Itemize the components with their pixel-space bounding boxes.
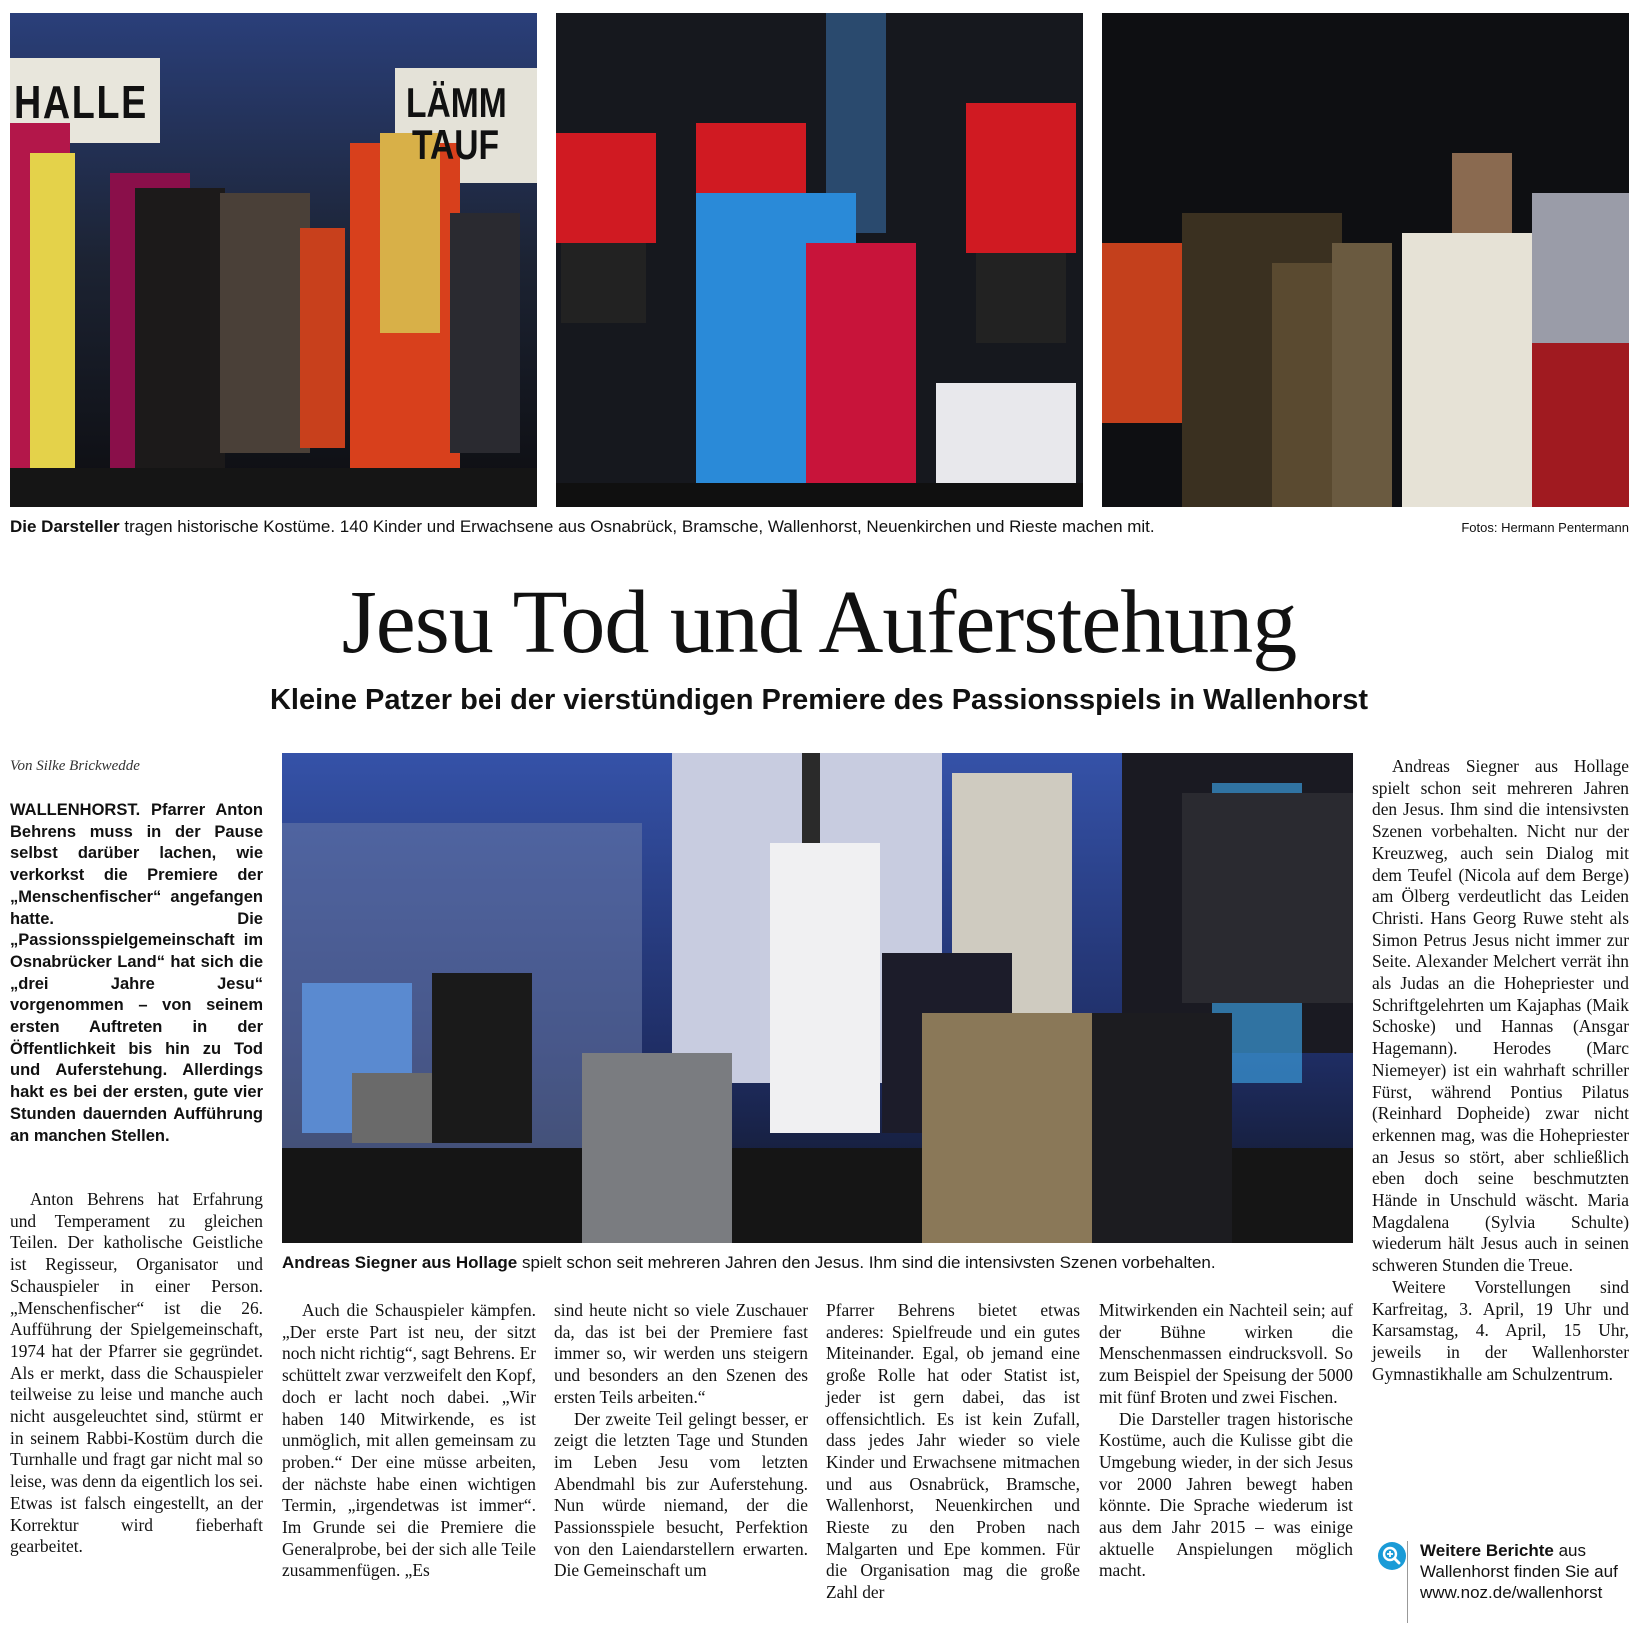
- more-reports-link[interactable]: aus Wallenhorst finden Sie auf www.noz.de/wallenhorst: [1420, 1541, 1618, 1602]
- column-5-text-a: Mitwirkenden ein Nachteil sein; auf der Bühne wirken die Menschenmassen eindrucksvoll. So zum Beispiel der Speisung der 5000 mit fünf Broten und zwei Fischen.: [1099, 1300, 1353, 1407]
- photo-costumes-right: [1102, 13, 1629, 507]
- photo-credit: Fotos: Hermann Pentermann: [1461, 520, 1629, 535]
- column-3-text-a: sind heute nicht so viele Zuschauer da, das ist bei der Premiere fast immer so, wir werden uns steigern und besonders an den Szenen des ersten Teils arbeiten.“: [554, 1300, 808, 1407]
- more-reports-box[interactable]: [1378, 1540, 1628, 1603]
- column-6-text-b: Weitere Vorstellungen sind Karfreitag, 3. April, 19 Uhr und Karsamstag, 4. April, 15 Uhr, jeweils in der Wallenhorster Gymnastikhalle am Schulzentrum.: [1372, 1276, 1629, 1384]
- more-reports-text[interactable]: [1414, 1540, 1628, 1603]
- more-reports-bold: Weitere Berichte: [1420, 1541, 1554, 1560]
- headline: Jesu Tod und Auferstehung: [341, 573, 1297, 672]
- subheadline: Kleine Patzer bei der vierstündigen Premiere des Passionsspiels in Wallenhorst: [269, 684, 1369, 716]
- top-caption-text: tragen historische Kostüme. 140 Kinder und Erwachsene aus Osnabrück, Bramsche, Wallenhorst, Neuenkirchen und Rieste machen mit.: [119, 517, 1155, 536]
- article-column-3: [554, 1300, 808, 1582]
- byline: Von Silke Brickwedde: [10, 758, 140, 774]
- top-caption-bold: Die Darsteller: [10, 517, 120, 536]
- stage-sign-halle: HALLE: [14, 76, 148, 128]
- stage-sign-laemm: LÄMM: [406, 79, 507, 126]
- column-6-text-a: Andreas Siegner aus Hollage spielt schon seit mehreren Jahren den Jesus. Ihm sind die intensivsten Szenen vorbehalten. Nicht nur der Kreuzweg, auch sein Dialog mit dem Teufel (Nicola auf dem Berge) am Ölberg verdeutlicht das Leiden Christi. Hans Georg Ruwe steht als Simon Petrus Jesus nicht immer zur Seite. Alexander Melchert verrät ihn als Judas an die Hohepriester und Schriftgelehrten um Kajaphas (Maik Schoske) und Hannas (Ansgar Hagemann). Herodes (Marc Niemeyer) ist ein wahrhaft schriller Fürst, während Pontius Pilatus (Reinhard Dopheide) zwar nicht erkennen mag, was die Hohepriester an Jesus so stört, aber schließlich eben doch seine beschmutzten Hände in Unschuld wäscht. Maria Magdalena (Sylvia Schulte) wiederum hält Jesus auch in seinen schweren Stunden die Treue.: [1372, 756, 1629, 1276]
- column-4-text: Pfarrer Behrens bietet etwas anderes: Spielfreude und ein gutes Miteinander. Egal, ob jemand eine große Rolle hat oder Statist ist, jeder ist gern dabei, das ist offensichtlich. Es ist kein Zufall, dass jedes Jahr wieder so viele Kinder und Erwachsene mitmachen und aus Osnabrück, Bramsche, Wallenhorst, Neuenkirchen und Rieste zu den Proben nach Malgarten und Epe kommen. Für die Organisation mag die große Zahl der: [826, 1300, 1080, 1603]
- main-caption-text: spielt schon seit mehreren Jahren den Jesus. Ihm sind die intensivsten Szenen vorbehalten.: [517, 1253, 1216, 1272]
- lead-paragraph: WALLENHORST. Pfarrer Anton Behrens muss in der Pause selbst darüber lachen, wie verkorkst die Premiere der „Menschenfischer“ angefangen hatte. Die „Passionsspielgemeinschaft im Osnabrücker Land“ hat sich die „drei Jahre Jesu“ vorgenommen – von seinem ersten Auftreten in der Öffentlichkeit bis hin zu Tod und Auferstehung. Allerdings hakt es bei der ersten, gute vier Stunden dauernden Aufführung an manchen Stellen.: [10, 801, 263, 1145]
- photo-main-scene: [282, 753, 1353, 1243]
- stage-photo-icon: [1102, 13, 1629, 507]
- photo-costumes-left: [10, 13, 537, 507]
- article-column-1: [10, 1189, 263, 1558]
- top-photo-caption: [10, 516, 1155, 538]
- article-column-6: [1372, 756, 1629, 1385]
- main-caption-bold: Andreas Siegner aus Hollage: [282, 1253, 518, 1272]
- photo-costumes-middle: [556, 13, 1083, 507]
- article-column-2: [282, 1300, 536, 1582]
- stage-sign-tauf: TAUF: [412, 121, 500, 168]
- column-2-text: Auch die Schauspieler kämpfen. „Der erste Part ist neu, der sitzt noch nicht richtig“, sagt Behrens. Er schüttelt zwar verzweifelt den Kopf, doch er lacht noch dabei. „Wir haben 140 Mitwirkende, es ist unmöglich, mit allen gemeinsam zu proben.“ Der eine müsse arbeiten, der nächste habe einen wichtigen Termin, „irgendetwas ist immer“. Im Grunde sei die Premiere die Generalprobe, bei der sich alle Teile zusammenfügen. „Es: [282, 1300, 536, 1581]
- column-5-text-b: Die Darsteller tragen historische Kostüme, auch die Kulisse gibt die Umgebung wieder, in der sich Jesus vor 2000 Jahren bewegt haben könnte. Die Sprache wiederum ist aus dem Jahr 2015 – was einige aktuelle Anspielungen möglich macht.: [1099, 1408, 1353, 1581]
- zoom-icon: [1378, 1542, 1406, 1570]
- article-lead: [10, 800, 263, 1147]
- column-3-text-b: Der zweite Teil gelingt besser, er zeigt die letzten Tage und Stunden im Leben Jesu vom letzten Abendmahl bis zur Auferstehung. Nun würde niemand, der die Passionsspiele besucht, Perfektion von den Laiendarstellern erwarten. Die Gemeinschaft um: [554, 1408, 808, 1581]
- article-column-5: [1099, 1300, 1353, 1582]
- stage-photo-icon: [556, 13, 1083, 507]
- article-column-4: [826, 1300, 1080, 1604]
- stage-photo-icon: [282, 753, 1353, 1243]
- main-photo-caption: [282, 1252, 1216, 1274]
- column-1-text: Anton Behrens hat Erfahrung und Temperament zu gleichen Teilen. Der katholische Geistliche ist Regisseur, Organisator und Schauspieler in einer Person. „Menschenfischer“ ist die 26. Aufführung der Spielgemeinschaft, 1974 hat der Pfarrer sie gegründet. Als er merkt, dass die Schauspieler teilweise zu leise und manche auch nicht ausgeleuchtet sind, stürmt er in seinem Rabbi-Kostüm durch die Turnhalle und fragt gar nicht mal so leise, was denn da eigentlich los sei. Etwas ist falsch eingestellt, an der Korrektur wird fieberhaft gearbeitet.: [10, 1189, 263, 1557]
